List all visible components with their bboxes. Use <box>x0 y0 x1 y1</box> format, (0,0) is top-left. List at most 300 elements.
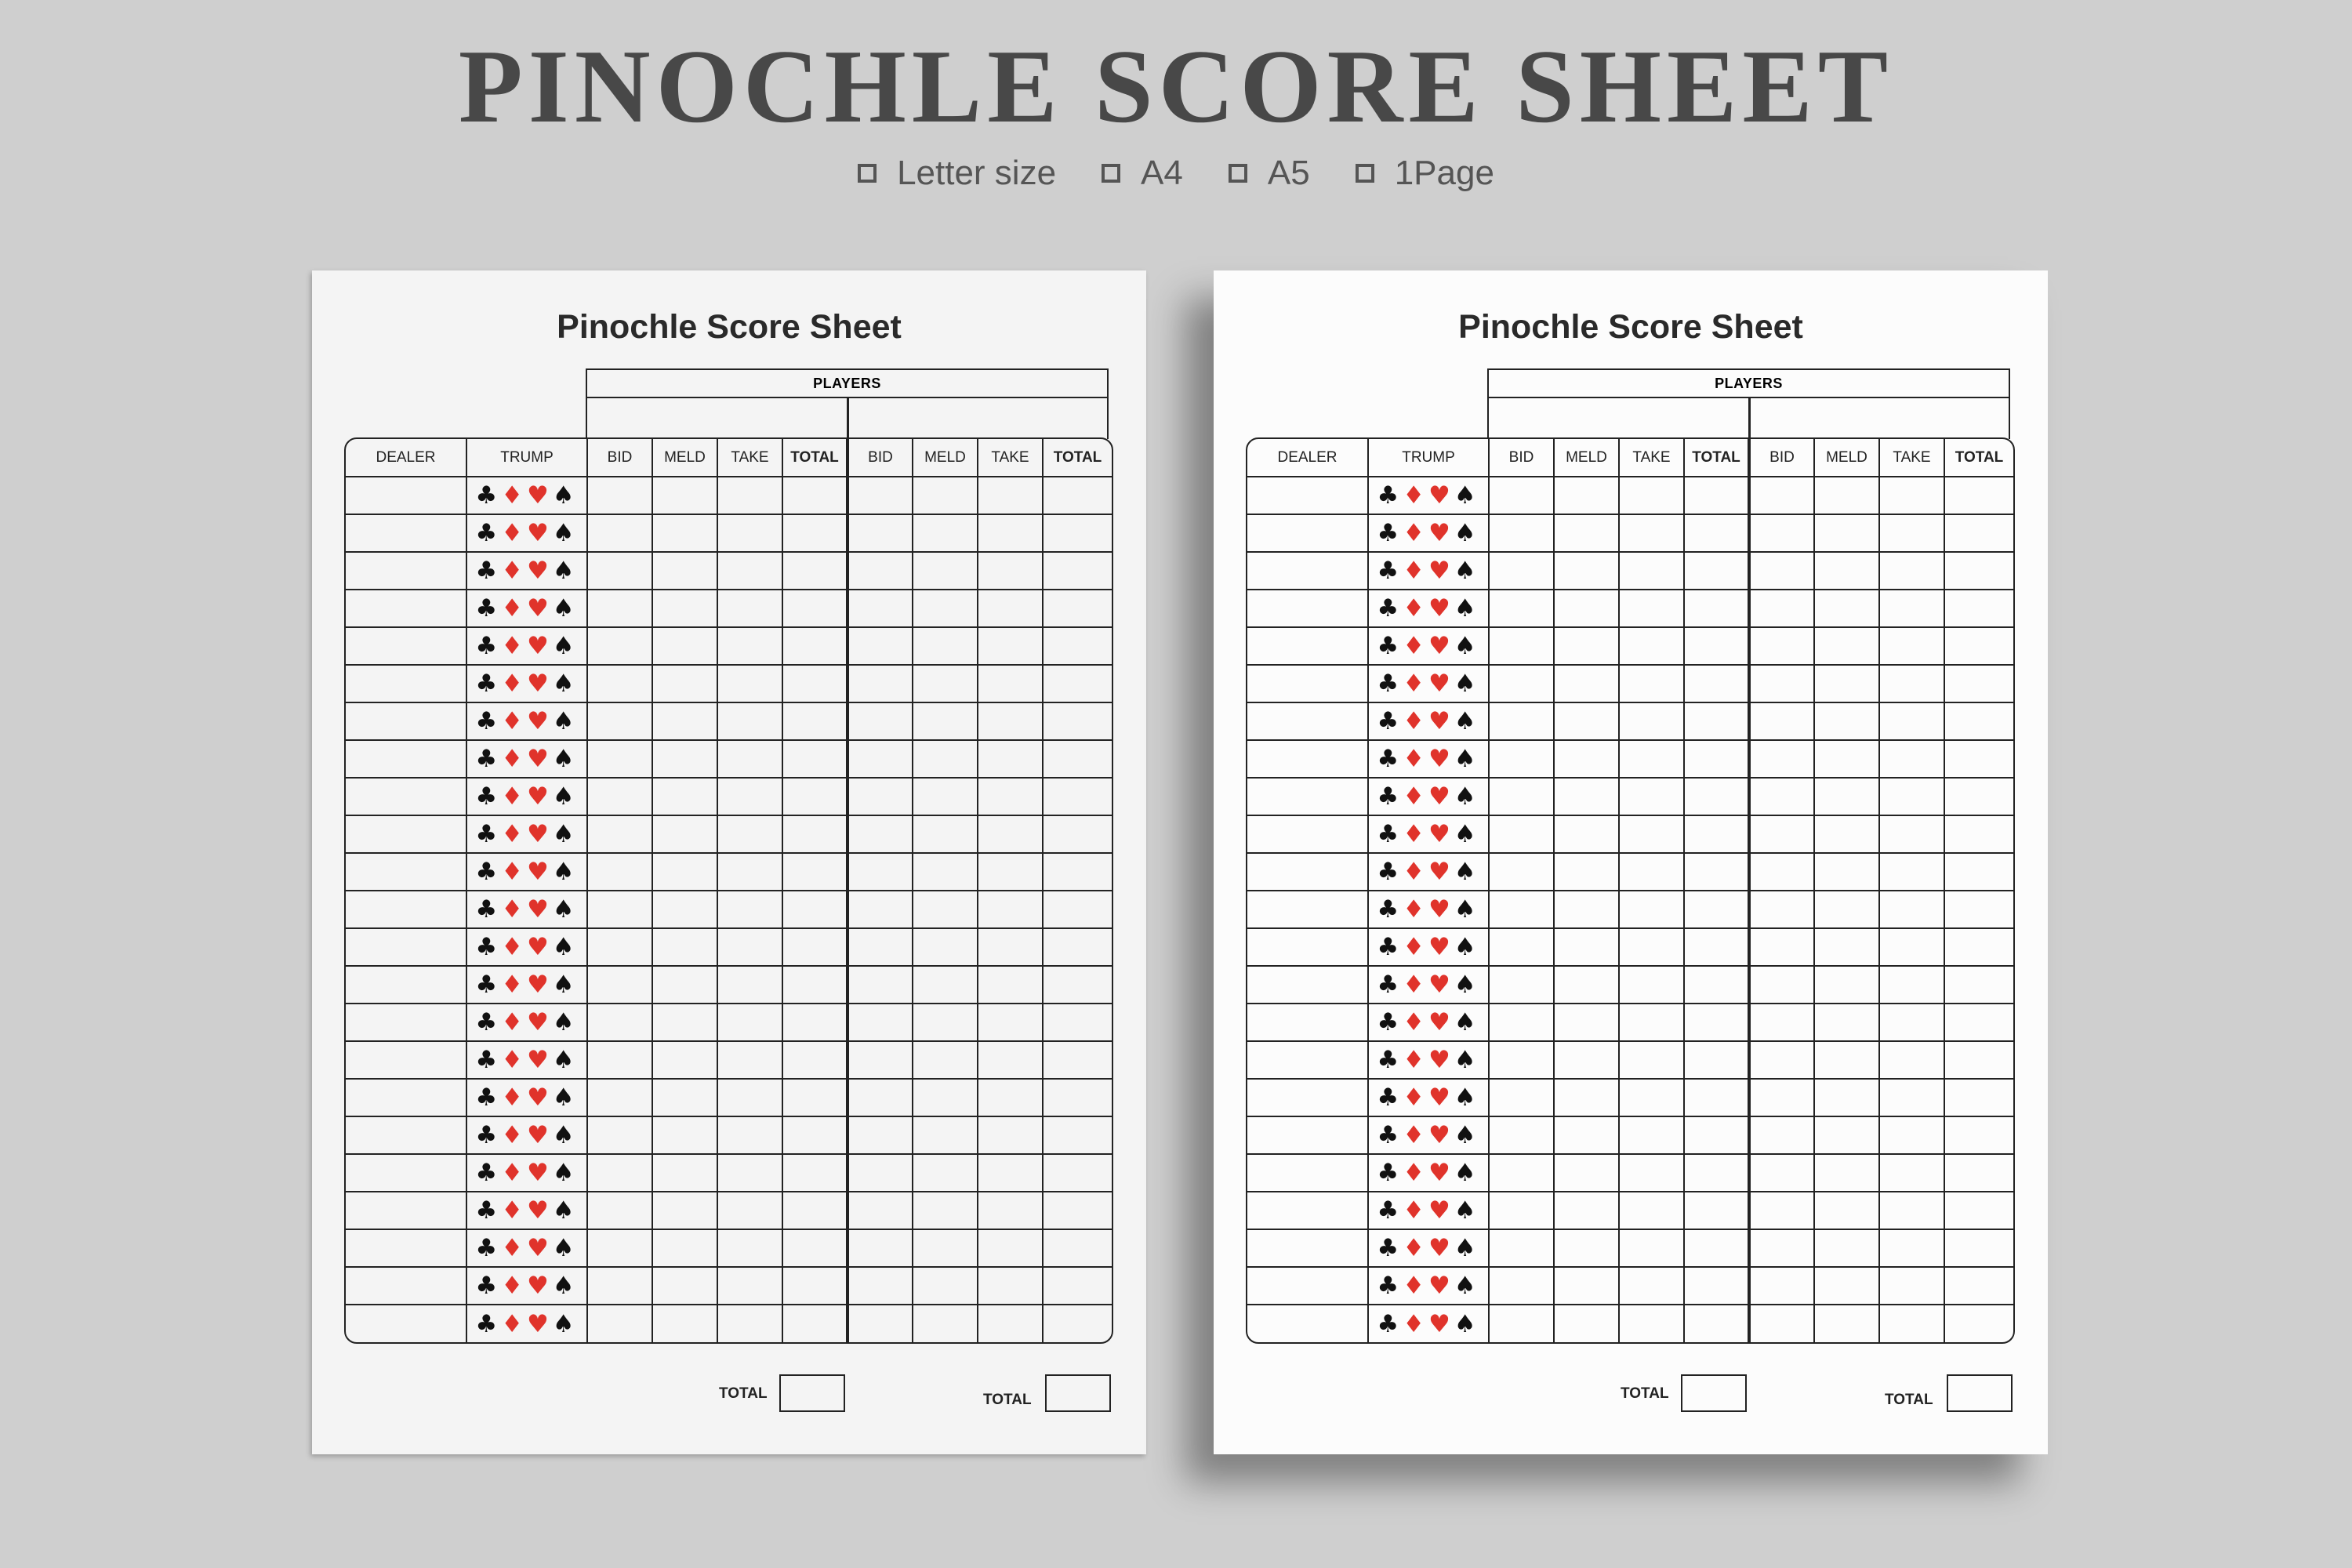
dealer-cell[interactable] <box>346 1267 466 1305</box>
spade-icon[interactable]: ♠ <box>552 1272 579 1300</box>
take-cell[interactable] <box>1879 928 1944 966</box>
spade-icon[interactable]: ♠ <box>1454 1234 1480 1262</box>
total-cell[interactable] <box>1043 891 1112 928</box>
diamond-icon[interactable]: ♦ <box>1403 1159 1428 1187</box>
heart-icon[interactable]: ♥ <box>527 782 553 811</box>
bid-cell[interactable] <box>848 1116 913 1154</box>
bid-cell[interactable] <box>587 1116 652 1154</box>
meld-cell[interactable] <box>913 815 978 853</box>
club-icon[interactable]: ♣ <box>475 707 502 735</box>
heart-icon[interactable]: ♥ <box>527 1196 553 1225</box>
total-cell[interactable] <box>1944 740 2013 778</box>
meld-cell[interactable] <box>1554 778 1619 815</box>
total-cell[interactable] <box>1043 665 1112 702</box>
bid-cell[interactable] <box>1489 928 1554 966</box>
take-cell[interactable] <box>978 590 1043 627</box>
club-icon[interactable]: ♣ <box>1377 820 1403 848</box>
meld-cell[interactable] <box>1814 627 1879 665</box>
take-cell[interactable] <box>1619 514 1684 552</box>
meld-cell[interactable] <box>652 477 717 514</box>
meld-cell[interactable] <box>913 514 978 552</box>
club-icon[interactable]: ♣ <box>1377 594 1403 622</box>
total-cell[interactable] <box>1944 1154 2013 1192</box>
spade-icon[interactable]: ♠ <box>1454 1159 1480 1187</box>
take-cell[interactable] <box>1879 1305 1944 1342</box>
spade-icon[interactable]: ♠ <box>1454 782 1480 811</box>
dealer-cell[interactable] <box>346 1004 466 1041</box>
diamond-icon[interactable]: ♦ <box>501 745 527 773</box>
club-icon[interactable]: ♣ <box>475 1234 502 1262</box>
club-icon[interactable]: ♣ <box>1377 1196 1403 1225</box>
total-cell[interactable] <box>1944 778 2013 815</box>
bid-cell[interactable] <box>1749 1154 1814 1192</box>
dealer-cell[interactable] <box>1247 477 1368 514</box>
bid-cell[interactable] <box>1489 1004 1554 1041</box>
diamond-icon[interactable]: ♦ <box>1403 745 1428 773</box>
meld-cell[interactable] <box>913 627 978 665</box>
total-cell[interactable] <box>782 778 848 815</box>
take-cell[interactable] <box>978 1267 1043 1305</box>
meld-cell[interactable] <box>1554 1116 1619 1154</box>
total-cell[interactable] <box>1684 627 1749 665</box>
take-cell[interactable] <box>717 552 782 590</box>
take-cell[interactable] <box>978 477 1043 514</box>
dealer-cell[interactable] <box>1247 665 1368 702</box>
spade-icon[interactable]: ♠ <box>1454 1008 1480 1036</box>
take-cell[interactable] <box>1619 1116 1684 1154</box>
format-option-a4[interactable] <box>1102 154 1183 193</box>
bid-cell[interactable] <box>587 552 652 590</box>
take-cell[interactable] <box>717 891 782 928</box>
bid-cell[interactable] <box>1489 740 1554 778</box>
total-cell[interactable] <box>782 891 848 928</box>
take-cell[interactable] <box>978 853 1043 891</box>
total-cell[interactable] <box>1944 514 2013 552</box>
take-cell[interactable] <box>717 740 782 778</box>
diamond-icon[interactable]: ♦ <box>501 594 527 622</box>
diamond-icon[interactable]: ♦ <box>1403 481 1428 510</box>
dealer-cell[interactable] <box>346 853 466 891</box>
heart-icon[interactable]: ♥ <box>1428 745 1454 773</box>
club-icon[interactable]: ♣ <box>475 670 502 698</box>
take-cell[interactable] <box>717 815 782 853</box>
total-cell[interactable] <box>1944 966 2013 1004</box>
dealer-cell[interactable] <box>1247 778 1368 815</box>
dealer-cell[interactable] <box>346 1229 466 1267</box>
heart-icon[interactable]: ♥ <box>1428 1196 1454 1225</box>
spade-icon[interactable]: ♠ <box>1454 1272 1480 1300</box>
take-cell[interactable] <box>1619 966 1684 1004</box>
total-cell[interactable] <box>1043 928 1112 966</box>
bid-cell[interactable] <box>848 815 913 853</box>
meld-cell[interactable] <box>913 1079 978 1116</box>
take-cell[interactable] <box>978 665 1043 702</box>
total-cell[interactable] <box>782 1192 848 1229</box>
bid-cell[interactable] <box>587 853 652 891</box>
club-icon[interactable]: ♣ <box>475 1083 502 1112</box>
diamond-icon[interactable]: ♦ <box>501 481 527 510</box>
meld-cell[interactable] <box>1814 514 1879 552</box>
heart-icon[interactable]: ♥ <box>527 1234 553 1262</box>
take-cell[interactable] <box>717 1154 782 1192</box>
dealer-cell[interactable] <box>346 702 466 740</box>
meld-cell[interactable] <box>913 702 978 740</box>
diamond-icon[interactable]: ♦ <box>1403 1083 1428 1112</box>
diamond-icon[interactable]: ♦ <box>501 933 527 961</box>
bid-cell[interactable] <box>1749 891 1814 928</box>
total-cell[interactable] <box>782 1229 848 1267</box>
total-cell[interactable] <box>1043 477 1112 514</box>
club-icon[interactable]: ♣ <box>1377 481 1403 510</box>
bid-cell[interactable] <box>1749 1079 1814 1116</box>
diamond-icon[interactable]: ♦ <box>1403 1196 1428 1225</box>
take-cell[interactable] <box>1619 853 1684 891</box>
meld-cell[interactable] <box>1554 1267 1619 1305</box>
dealer-cell[interactable] <box>346 514 466 552</box>
bid-cell[interactable] <box>1749 966 1814 1004</box>
take-cell[interactable] <box>1619 665 1684 702</box>
bid-cell[interactable] <box>1749 627 1814 665</box>
meld-cell[interactable] <box>1814 815 1879 853</box>
meld-cell[interactable] <box>1814 778 1879 815</box>
bid-cell[interactable] <box>1489 1267 1554 1305</box>
heart-icon[interactable]: ♥ <box>1428 1272 1454 1300</box>
dealer-cell[interactable] <box>1247 853 1368 891</box>
meld-cell[interactable] <box>652 815 717 853</box>
total-cell[interactable] <box>1944 1116 2013 1154</box>
take-cell[interactable] <box>1619 702 1684 740</box>
bid-cell[interactable] <box>1749 853 1814 891</box>
meld-cell[interactable] <box>1814 1154 1879 1192</box>
club-icon[interactable]: ♣ <box>475 782 502 811</box>
bid-cell[interactable] <box>1489 590 1554 627</box>
take-cell[interactable] <box>1619 1041 1684 1079</box>
total-cell[interactable] <box>782 740 848 778</box>
heart-icon[interactable]: ♥ <box>1428 670 1454 698</box>
dealer-cell[interactable] <box>346 1154 466 1192</box>
bid-cell[interactable] <box>848 928 913 966</box>
take-cell[interactable] <box>717 702 782 740</box>
checkbox-icon[interactable] <box>1102 164 1120 183</box>
club-icon[interactable]: ♣ <box>1377 933 1403 961</box>
club-icon[interactable]: ♣ <box>475 745 502 773</box>
bid-cell[interactable] <box>1489 665 1554 702</box>
heart-icon[interactable]: ♥ <box>1428 594 1454 622</box>
take-cell[interactable] <box>978 928 1043 966</box>
total-cell[interactable] <box>1684 853 1749 891</box>
club-icon[interactable]: ♣ <box>475 1309 502 1338</box>
total-cell[interactable] <box>1944 1079 2013 1116</box>
club-icon[interactable]: ♣ <box>1377 1046 1403 1074</box>
spade-icon[interactable]: ♠ <box>552 519 579 547</box>
total-cell[interactable] <box>782 552 848 590</box>
heart-icon[interactable]: ♥ <box>1428 632 1454 660</box>
bid-cell[interactable] <box>1489 1116 1554 1154</box>
spade-icon[interactable]: ♠ <box>1454 519 1480 547</box>
club-icon[interactable]: ♣ <box>475 1196 502 1225</box>
bid-cell[interactable] <box>587 966 652 1004</box>
bid-cell[interactable] <box>848 590 913 627</box>
total-cell[interactable] <box>1944 627 2013 665</box>
total-cell[interactable] <box>782 1267 848 1305</box>
bid-cell[interactable] <box>1749 1305 1814 1342</box>
take-cell[interactable] <box>1879 1079 1944 1116</box>
meld-cell[interactable] <box>652 891 717 928</box>
take-cell[interactable] <box>1879 891 1944 928</box>
meld-cell[interactable] <box>1554 1305 1619 1342</box>
total-cell[interactable] <box>1684 1116 1749 1154</box>
club-icon[interactable]: ♣ <box>475 933 502 961</box>
take-cell[interactable] <box>1879 966 1944 1004</box>
club-icon[interactable]: ♣ <box>1377 895 1403 924</box>
total-cell[interactable] <box>782 627 848 665</box>
bid-cell[interactable] <box>848 1154 913 1192</box>
diamond-icon[interactable]: ♦ <box>501 1008 527 1036</box>
club-icon[interactable]: ♣ <box>475 1046 502 1074</box>
spade-icon[interactable]: ♠ <box>1454 858 1480 886</box>
dealer-cell[interactable] <box>346 627 466 665</box>
spade-icon[interactable]: ♠ <box>1454 1083 1480 1112</box>
diamond-icon[interactable]: ♦ <box>501 1083 527 1112</box>
bid-cell[interactable] <box>587 778 652 815</box>
total-cell[interactable] <box>782 477 848 514</box>
spade-icon[interactable]: ♠ <box>1454 1046 1480 1074</box>
bid-cell[interactable] <box>587 1192 652 1229</box>
bid-cell[interactable] <box>587 928 652 966</box>
heart-icon[interactable]: ♥ <box>1428 1008 1454 1036</box>
total-cell[interactable] <box>1684 815 1749 853</box>
club-icon[interactable]: ♣ <box>475 820 502 848</box>
meld-cell[interactable] <box>913 853 978 891</box>
bid-cell[interactable] <box>587 665 652 702</box>
meld-cell[interactable] <box>1554 1041 1619 1079</box>
meld-cell[interactable] <box>913 740 978 778</box>
total-cell[interactable] <box>1944 552 2013 590</box>
heart-icon[interactable]: ♥ <box>1428 519 1454 547</box>
meld-cell[interactable] <box>652 665 717 702</box>
take-cell[interactable] <box>978 740 1043 778</box>
spade-icon[interactable]: ♠ <box>552 707 579 735</box>
meld-cell[interactable] <box>1814 1305 1879 1342</box>
total-cell[interactable] <box>1043 590 1112 627</box>
total-cell[interactable] <box>1684 477 1749 514</box>
take-cell[interactable] <box>1879 1004 1944 1041</box>
dealer-cell[interactable] <box>346 1041 466 1079</box>
total-cell[interactable] <box>1043 1192 1112 1229</box>
meld-cell[interactable] <box>1814 891 1879 928</box>
total-cell[interactable] <box>782 1154 848 1192</box>
meld-cell[interactable] <box>913 665 978 702</box>
dealer-cell[interactable] <box>346 1079 466 1116</box>
bid-cell[interactable] <box>587 1229 652 1267</box>
spade-icon[interactable]: ♠ <box>552 745 579 773</box>
total-cell[interactable] <box>782 1116 848 1154</box>
bid-cell[interactable] <box>1749 778 1814 815</box>
total-cell[interactable] <box>1684 891 1749 928</box>
total-cell[interactable] <box>1944 928 2013 966</box>
bid-cell[interactable] <box>1749 552 1814 590</box>
take-cell[interactable] <box>717 1192 782 1229</box>
meld-cell[interactable] <box>913 928 978 966</box>
take-cell[interactable] <box>1619 1305 1684 1342</box>
take-cell[interactable] <box>978 514 1043 552</box>
spade-icon[interactable]: ♠ <box>552 1196 579 1225</box>
diamond-icon[interactable]: ♦ <box>1403 1046 1428 1074</box>
dealer-cell[interactable] <box>346 590 466 627</box>
meld-cell[interactable] <box>652 1116 717 1154</box>
total-cell[interactable] <box>1043 778 1112 815</box>
take-cell[interactable] <box>978 627 1043 665</box>
spade-icon[interactable]: ♠ <box>1454 707 1480 735</box>
club-icon[interactable]: ♣ <box>475 895 502 924</box>
dealer-cell[interactable] <box>1247 815 1368 853</box>
bid-cell[interactable] <box>587 1305 652 1342</box>
bid-cell[interactable] <box>1489 815 1554 853</box>
total-cell[interactable] <box>1944 590 2013 627</box>
bid-cell[interactable] <box>1749 590 1814 627</box>
heart-icon[interactable]: ♥ <box>527 820 553 848</box>
diamond-icon[interactable]: ♦ <box>501 670 527 698</box>
total-cell[interactable] <box>1944 665 2013 702</box>
take-cell[interactable] <box>1879 702 1944 740</box>
meld-cell[interactable] <box>652 1004 717 1041</box>
club-icon[interactable]: ♣ <box>1377 1309 1403 1338</box>
dealer-cell[interactable] <box>346 665 466 702</box>
take-cell[interactable] <box>717 1267 782 1305</box>
spade-icon[interactable]: ♠ <box>552 1046 579 1074</box>
diamond-icon[interactable]: ♦ <box>1403 1309 1428 1338</box>
club-icon[interactable]: ♣ <box>1377 1234 1403 1262</box>
bid-cell[interactable] <box>848 1267 913 1305</box>
diamond-icon[interactable]: ♦ <box>1403 820 1428 848</box>
take-cell[interactable] <box>1879 1116 1944 1154</box>
heart-icon[interactable]: ♥ <box>1428 1046 1454 1074</box>
bid-cell[interactable] <box>1489 778 1554 815</box>
meld-cell[interactable] <box>652 1154 717 1192</box>
meld-cell[interactable] <box>913 1267 978 1305</box>
diamond-icon[interactable]: ♦ <box>1403 519 1428 547</box>
take-cell[interactable] <box>978 552 1043 590</box>
meld-cell[interactable] <box>1554 702 1619 740</box>
meld-cell[interactable] <box>1814 665 1879 702</box>
meld-cell[interactable] <box>913 1154 978 1192</box>
bid-cell[interactable] <box>848 514 913 552</box>
total-cell[interactable] <box>1684 702 1749 740</box>
spade-icon[interactable]: ♠ <box>552 594 579 622</box>
meld-cell[interactable] <box>652 928 717 966</box>
dealer-cell[interactable] <box>1247 1154 1368 1192</box>
bid-cell[interactable] <box>1489 1192 1554 1229</box>
bid-cell[interactable] <box>1489 853 1554 891</box>
meld-cell[interactable] <box>652 1267 717 1305</box>
take-cell[interactable] <box>1619 740 1684 778</box>
diamond-icon[interactable]: ♦ <box>501 519 527 547</box>
format-option-1page[interactable] <box>1356 154 1494 193</box>
bid-cell[interactable] <box>1749 1192 1814 1229</box>
meld-cell[interactable] <box>913 477 978 514</box>
heart-icon[interactable]: ♥ <box>1428 1159 1454 1187</box>
heart-icon[interactable]: ♥ <box>1428 971 1454 999</box>
club-icon[interactable]: ♣ <box>1377 707 1403 735</box>
take-cell[interactable] <box>978 702 1043 740</box>
diamond-icon[interactable]: ♦ <box>501 782 527 811</box>
total-cell[interactable] <box>782 514 848 552</box>
total-cell[interactable] <box>782 1041 848 1079</box>
diamond-icon[interactable]: ♦ <box>501 1121 527 1149</box>
total-cell[interactable] <box>782 928 848 966</box>
bid-cell[interactable] <box>1749 1004 1814 1041</box>
heart-icon[interactable]: ♥ <box>527 481 553 510</box>
total-cell[interactable] <box>1684 665 1749 702</box>
take-cell[interactable] <box>978 778 1043 815</box>
total-cell[interactable] <box>1684 966 1749 1004</box>
format-option-letter[interactable] <box>858 154 1056 193</box>
diamond-icon[interactable]: ♦ <box>1403 594 1428 622</box>
meld-cell[interactable] <box>1814 1192 1879 1229</box>
take-cell[interactable] <box>717 778 782 815</box>
meld-cell[interactable] <box>1814 702 1879 740</box>
take-cell[interactable] <box>717 590 782 627</box>
total-box-player-2[interactable] <box>1045 1374 1111 1412</box>
total-box-player-1[interactable] <box>779 1374 845 1412</box>
heart-icon[interactable]: ♥ <box>527 1309 553 1338</box>
meld-cell[interactable] <box>1814 928 1879 966</box>
spade-icon[interactable]: ♠ <box>552 971 579 999</box>
spade-icon[interactable]: ♠ <box>552 1083 579 1112</box>
diamond-icon[interactable]: ♦ <box>1403 1121 1428 1149</box>
bid-cell[interactable] <box>1489 1229 1554 1267</box>
dealer-cell[interactable] <box>346 477 466 514</box>
club-icon[interactable]: ♣ <box>475 557 502 585</box>
take-cell[interactable] <box>1879 1192 1944 1229</box>
take-cell[interactable] <box>717 928 782 966</box>
club-icon[interactable]: ♣ <box>475 971 502 999</box>
diamond-icon[interactable]: ♦ <box>1403 632 1428 660</box>
meld-cell[interactable] <box>1554 1154 1619 1192</box>
bid-cell[interactable] <box>1489 552 1554 590</box>
dealer-cell[interactable] <box>1247 928 1368 966</box>
checkbox-icon[interactable] <box>858 164 877 183</box>
total-cell[interactable] <box>1684 514 1749 552</box>
total-cell[interactable] <box>782 1305 848 1342</box>
bid-cell[interactable] <box>587 815 652 853</box>
bid-cell[interactable] <box>1749 514 1814 552</box>
club-icon[interactable]: ♣ <box>475 519 502 547</box>
total-cell[interactable] <box>1684 740 1749 778</box>
heart-icon[interactable]: ♥ <box>527 1046 553 1074</box>
club-icon[interactable]: ♣ <box>475 481 502 510</box>
heart-icon[interactable]: ♥ <box>1428 1083 1454 1112</box>
take-cell[interactable] <box>1879 1041 1944 1079</box>
total-cell[interactable] <box>1944 1267 2013 1305</box>
spade-icon[interactable]: ♠ <box>552 632 579 660</box>
total-cell[interactable] <box>782 1079 848 1116</box>
diamond-icon[interactable]: ♦ <box>501 858 527 886</box>
total-cell[interactable] <box>1944 1041 2013 1079</box>
heart-icon[interactable]: ♥ <box>527 1159 553 1187</box>
diamond-icon[interactable]: ♦ <box>1403 1272 1428 1300</box>
meld-cell[interactable] <box>913 1041 978 1079</box>
total-cell[interactable] <box>782 853 848 891</box>
total-cell[interactable] <box>1684 1229 1749 1267</box>
club-icon[interactable]: ♣ <box>1377 971 1403 999</box>
bid-cell[interactable] <box>848 853 913 891</box>
dealer-cell[interactable] <box>1247 891 1368 928</box>
take-cell[interactable] <box>978 1004 1043 1041</box>
meld-cell[interactable] <box>652 966 717 1004</box>
meld-cell[interactable] <box>1554 627 1619 665</box>
club-icon[interactable]: ♣ <box>475 858 502 886</box>
